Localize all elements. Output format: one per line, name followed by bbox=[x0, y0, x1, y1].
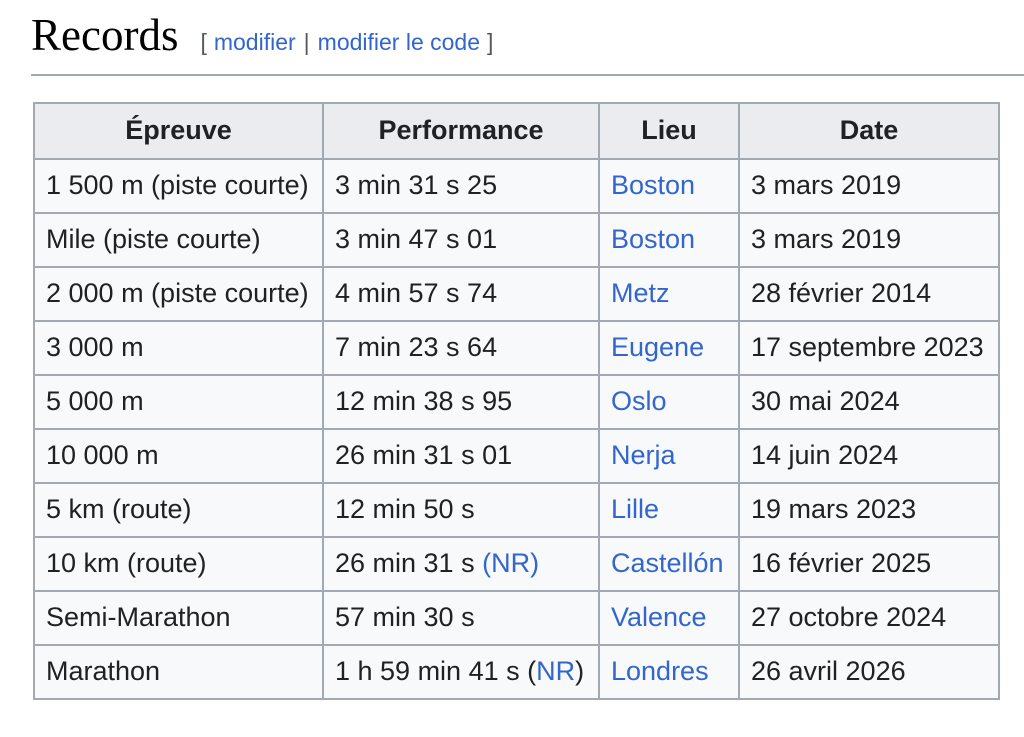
performance-text-suffix: ) bbox=[575, 656, 585, 687]
cell-date: 19 mars 2023 bbox=[739, 483, 999, 537]
cell-lieu bbox=[599, 645, 739, 699]
performance-text: 4 min 57 s 74 bbox=[335, 278, 498, 309]
nr-record-link[interactable]: NR bbox=[536, 656, 576, 687]
cell-lieu bbox=[599, 159, 739, 213]
lieu-link[interactable]: Nerja bbox=[611, 440, 676, 471]
lieu-link[interactable]: Boston bbox=[611, 170, 696, 201]
cell-lieu bbox=[599, 537, 739, 591]
table-row bbox=[34, 267, 999, 321]
performance-text: 3 min 47 s 01 bbox=[335, 224, 498, 255]
performance-text: 7 min 23 s 64 bbox=[335, 332, 498, 363]
cell-performance bbox=[323, 375, 599, 429]
cell-performance bbox=[323, 213, 599, 267]
cell-epreuve: 1 500 m (piste courte) bbox=[34, 159, 323, 213]
cell-epreuve: 5 000 m bbox=[34, 375, 323, 429]
cell-epreuve: 10 000 m bbox=[34, 429, 323, 483]
cell-lieu bbox=[599, 591, 739, 645]
cell-date: 26 avril 2026 bbox=[739, 645, 999, 699]
cell-epreuve: 5 km (route) bbox=[34, 483, 323, 537]
performance-text: 12 min 38 s 95 bbox=[335, 386, 513, 417]
table-row bbox=[34, 429, 999, 483]
performance-text: 26 min 31 s bbox=[335, 548, 483, 579]
performance-text: 57 min 30 s bbox=[335, 602, 475, 633]
performance-text: 3 min 31 s 25 bbox=[335, 170, 498, 201]
performance-text: 1 h 59 min 41 s ( bbox=[335, 656, 537, 687]
cell-date: 30 mai 2024 bbox=[739, 375, 999, 429]
cell-performance bbox=[323, 429, 599, 483]
cell-epreuve: 10 km (route) bbox=[34, 537, 323, 591]
lieu-link[interactable]: Londres bbox=[611, 656, 709, 687]
table-row bbox=[34, 213, 999, 267]
table-row bbox=[34, 159, 999, 213]
edit-bracket-open: [ bbox=[200, 29, 207, 55]
cell-date: 28 février 2014 bbox=[739, 267, 999, 321]
edit-link-modifier-le-code[interactable]: modifier le code bbox=[317, 29, 481, 55]
cell-performance bbox=[323, 321, 599, 375]
cell-lieu bbox=[599, 375, 739, 429]
cell-lieu bbox=[599, 429, 739, 483]
page-title: Records bbox=[31, 10, 179, 60]
cell-performance bbox=[323, 267, 599, 321]
cell-lieu bbox=[599, 321, 739, 375]
table-row bbox=[34, 321, 999, 375]
table-row bbox=[34, 375, 999, 429]
column-header-epreuve: Épreuve bbox=[34, 103, 323, 159]
cell-date: 3 mars 2019 bbox=[739, 159, 999, 213]
cell-performance bbox=[323, 159, 599, 213]
cell-epreuve: Marathon bbox=[34, 645, 323, 699]
cell-epreuve: Semi-Marathon bbox=[34, 591, 323, 645]
table-row bbox=[34, 483, 999, 537]
cell-date: 16 février 2025 bbox=[739, 537, 999, 591]
column-header-date: Date bbox=[739, 103, 999, 159]
performance-text: 12 min 50 s bbox=[335, 494, 475, 525]
cell-date: 14 juin 2024 bbox=[739, 429, 999, 483]
cell-performance bbox=[323, 483, 599, 537]
edit-link-modifier[interactable]: modifier bbox=[213, 29, 296, 55]
lieu-link[interactable]: Metz bbox=[611, 278, 670, 309]
edit-divider: | bbox=[303, 29, 310, 55]
section-heading bbox=[31, 10, 1024, 76]
table-row bbox=[34, 537, 999, 591]
cell-performance bbox=[323, 591, 599, 645]
cell-epreuve: 3 000 m bbox=[34, 321, 323, 375]
table-row bbox=[34, 591, 999, 645]
cell-performance bbox=[323, 537, 599, 591]
lieu-link[interactable]: Eugene bbox=[611, 332, 705, 363]
cell-lieu bbox=[599, 213, 739, 267]
lieu-link[interactable]: Lille bbox=[611, 494, 660, 525]
cell-lieu bbox=[599, 483, 739, 537]
cell-date: 17 septembre 2023 bbox=[739, 321, 999, 375]
lieu-link[interactable]: Castellón bbox=[611, 548, 724, 579]
cell-date: 3 mars 2019 bbox=[739, 213, 999, 267]
edit-bracket-close: ] bbox=[487, 29, 494, 55]
cell-epreuve: Mile (piste courte) bbox=[34, 213, 323, 267]
cell-epreuve: 2 000 m (piste courte) bbox=[34, 267, 323, 321]
column-header-lieu: Lieu bbox=[599, 103, 739, 159]
table-row bbox=[34, 645, 999, 699]
column-header-performance: Performance bbox=[323, 103, 599, 159]
lieu-link[interactable]: Boston bbox=[611, 224, 696, 255]
cell-date: 27 octobre 2024 bbox=[739, 591, 999, 645]
edit-section bbox=[200, 29, 493, 56]
performance-text: 26 min 31 s 01 bbox=[335, 440, 513, 471]
nr-record-link[interactable]: (NR) bbox=[482, 548, 540, 579]
lieu-link[interactable]: Oslo bbox=[611, 386, 667, 417]
cell-lieu bbox=[599, 267, 739, 321]
records-table bbox=[33, 102, 1000, 700]
cell-performance bbox=[323, 645, 599, 699]
lieu-link[interactable]: Valence bbox=[611, 602, 707, 633]
table-header-row bbox=[34, 103, 999, 159]
